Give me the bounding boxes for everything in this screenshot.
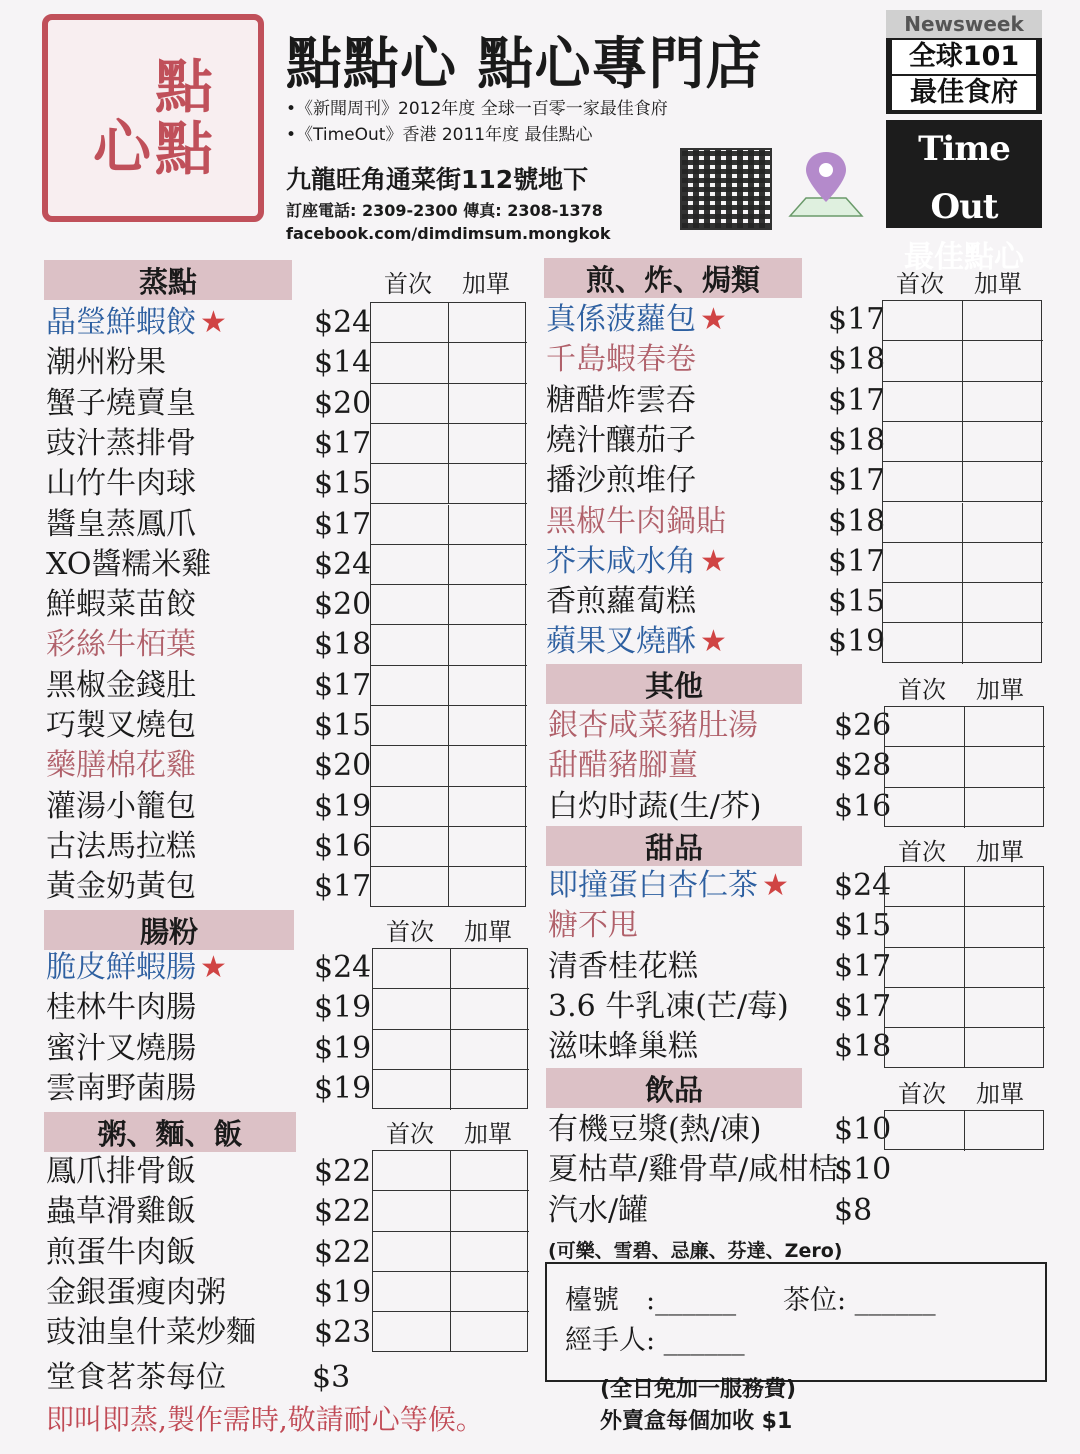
menu-item-price: $18 bbox=[828, 342, 886, 378]
fried-order-grid bbox=[882, 300, 1042, 663]
first-order-cell[interactable] bbox=[371, 303, 449, 343]
first-order-cell[interactable] bbox=[371, 384, 449, 424]
timeout-badge: Time Out 最佳點心 bbox=[886, 120, 1042, 228]
menu-item-name: XO醬糯米雞 bbox=[46, 546, 212, 582]
menu-item-name: 醬皇蒸鳳爪 bbox=[46, 506, 196, 542]
add-order-label: 加單 bbox=[976, 838, 1024, 866]
menu-item-name: 黃金奶黃包 bbox=[46, 869, 196, 905]
menu-item-name: 古法馬拉糕 bbox=[46, 828, 196, 864]
menu-item-price: $20 bbox=[314, 385, 372, 421]
first-order-cell[interactable] bbox=[885, 948, 965, 988]
menu-item-price: $16 bbox=[314, 828, 372, 864]
menu-item-name: 潮州粉果 bbox=[46, 345, 166, 381]
menu-item-name: 山竹牛肉球 bbox=[46, 466, 196, 502]
qr-code-icon[interactable] bbox=[680, 148, 772, 230]
menu-item-price: $17 bbox=[834, 948, 892, 984]
add-order-cell[interactable] bbox=[963, 543, 1043, 583]
others-order-grid bbox=[884, 706, 1044, 827]
menu-item-price: $18 bbox=[828, 503, 886, 539]
menu-item-name: 有機豆漿(熱/凍) bbox=[548, 1112, 762, 1147]
menu-item bbox=[548, 906, 638, 946]
first-order-cell[interactable] bbox=[371, 666, 449, 706]
add-order-cell[interactable] bbox=[449, 343, 527, 383]
first-order-cell[interactable] bbox=[885, 707, 965, 747]
menu-item bbox=[548, 1150, 838, 1190]
menu-item-price: $24 bbox=[314, 950, 372, 985]
section-others: 其他 bbox=[546, 664, 802, 704]
star-icon: ★ bbox=[700, 624, 727, 660]
add-order-cell[interactable] bbox=[451, 1312, 529, 1352]
add-order-cell[interactable] bbox=[965, 867, 1045, 907]
add-order-cell[interactable] bbox=[449, 424, 527, 464]
facebook-link[interactable]: facebook.com/dimdimsum.mongkok bbox=[286, 224, 611, 243]
menu-item-name: 糖醋炸雲吞 bbox=[546, 382, 696, 418]
made-to-order-note: 即叫即蒸,製作需時,敬請耐心等候。 bbox=[46, 1403, 484, 1436]
menu-item bbox=[546, 582, 696, 622]
add-order-cell[interactable] bbox=[449, 666, 527, 706]
menu-item bbox=[546, 340, 696, 380]
menu-item bbox=[546, 421, 696, 461]
first-order-cell[interactable] bbox=[373, 989, 451, 1029]
menu-item bbox=[46, 585, 196, 625]
menu-item-name: 豉汁蒸排骨 bbox=[46, 425, 196, 461]
first-order-cell[interactable] bbox=[885, 747, 965, 787]
add-order-cell[interactable] bbox=[449, 464, 527, 504]
menu-item bbox=[46, 867, 196, 907]
menu-item-price: $19 bbox=[314, 1030, 372, 1066]
menu-item bbox=[548, 706, 758, 746]
first-order-cell[interactable] bbox=[373, 1151, 451, 1191]
menu-item-price: $28 bbox=[834, 748, 892, 784]
menu-item bbox=[46, 787, 196, 827]
first-order-cell[interactable] bbox=[883, 462, 963, 502]
menu-item-price: $15 bbox=[834, 908, 892, 944]
menu-item bbox=[46, 706, 196, 746]
add-order-label: 加單 bbox=[976, 676, 1024, 704]
menu-item-price: $20 bbox=[314, 748, 372, 784]
first-order-cell[interactable] bbox=[885, 988, 965, 1028]
first-order-label: 首次 bbox=[896, 270, 944, 298]
add-order-cell[interactable] bbox=[963, 301, 1043, 341]
section-congee-noodles-rice: 粥、麵、飯 bbox=[44, 1112, 296, 1152]
others-column-headers bbox=[898, 670, 1024, 705]
star-icon: ★ bbox=[700, 543, 727, 579]
add-order-cell[interactable] bbox=[449, 545, 527, 585]
first-order-cell[interactable] bbox=[371, 343, 449, 383]
newsweek-badge: Newsweek 全球101 最佳食府 bbox=[886, 10, 1042, 114]
menu-item-name: 清香桂花糕 bbox=[548, 948, 698, 984]
add-order-label: 加單 bbox=[462, 270, 510, 298]
menu-item-name: 滋味蜂巢糕 bbox=[548, 1029, 698, 1065]
menu-item bbox=[46, 1313, 256, 1353]
section-fried-baked: 煎、炸、焗類 bbox=[544, 258, 802, 298]
add-order-cell[interactable] bbox=[451, 1191, 529, 1231]
add-order-cell[interactable] bbox=[451, 1272, 529, 1312]
menu-item bbox=[46, 1152, 196, 1192]
add-order-cell[interactable] bbox=[449, 625, 527, 665]
add-order-cell[interactable] bbox=[449, 867, 527, 907]
first-order-cell[interactable] bbox=[373, 1272, 451, 1312]
menu-item-name: 雲南野菌腸 bbox=[46, 1070, 196, 1106]
menu-item-price: $19 bbox=[314, 1070, 372, 1106]
menu-item-price: $22 bbox=[314, 1234, 372, 1270]
menu-item bbox=[548, 947, 698, 987]
add-order-label: 加單 bbox=[464, 918, 512, 946]
menu-item-price: $19 bbox=[314, 788, 372, 824]
first-order-cell[interactable] bbox=[371, 625, 449, 665]
add-order-cell[interactable] bbox=[965, 948, 1045, 988]
menu-item bbox=[46, 625, 196, 665]
menu-item-name: 3.6 牛乳凍(芒/莓) bbox=[548, 988, 789, 1024]
menu-item-price: $22 bbox=[314, 1154, 372, 1189]
add-order-cell[interactable] bbox=[965, 988, 1045, 1028]
menu-item-price: $23 bbox=[314, 1315, 372, 1351]
first-order-label: 首次 bbox=[898, 1080, 946, 1108]
menu-item-name: 夏枯草/雞骨草/咸柑桔 bbox=[548, 1152, 839, 1188]
first-order-cell[interactable] bbox=[885, 1028, 965, 1068]
menu-item-name: 糖不甩 bbox=[548, 908, 638, 944]
takeaway-box-note: 外賣盒每個加收 $1 bbox=[600, 1409, 793, 1434]
menu-item-name: 晶瑩鮮蝦餃 bbox=[46, 305, 196, 340]
menu-item bbox=[548, 1027, 698, 1067]
menu-item bbox=[46, 505, 196, 545]
first-order-cell[interactable] bbox=[371, 545, 449, 585]
rice-rolls-column-headers bbox=[386, 912, 512, 947]
menu-item-price: $17 bbox=[314, 506, 372, 542]
menu-item bbox=[46, 1029, 196, 1069]
first-order-cell[interactable] bbox=[883, 583, 963, 623]
menu-item-price: $26 bbox=[834, 708, 892, 743]
menu-item-name: 千島蝦春卷 bbox=[546, 342, 696, 378]
first-order-cell[interactable] bbox=[883, 341, 963, 381]
menu-item-name: 即撞蛋白杏仁茶 bbox=[548, 868, 758, 903]
menu-item bbox=[46, 666, 196, 706]
service-charge-note: (全日免加一服務費) bbox=[600, 1377, 797, 1402]
menu-item-name: 黑椒牛肉鍋貼 bbox=[546, 503, 726, 539]
add-order-cell[interactable] bbox=[449, 384, 527, 424]
menu-item-price: $22 bbox=[314, 1194, 372, 1230]
menu-item bbox=[548, 866, 789, 906]
add-order-cell[interactable] bbox=[451, 1151, 529, 1191]
menu-item-price: $18 bbox=[834, 1029, 892, 1065]
menu-item-price: $19 bbox=[828, 624, 886, 660]
add-order-label: 加單 bbox=[464, 1120, 512, 1148]
first-order-cell[interactable] bbox=[883, 382, 963, 422]
dessert-column-headers bbox=[898, 832, 1024, 867]
menu-item-price: $16 bbox=[834, 788, 892, 824]
table-number-field[interactable]: 檯號 :______ bbox=[565, 1285, 737, 1316]
first-order-cell[interactable] bbox=[371, 867, 449, 907]
menu-item bbox=[548, 787, 762, 827]
add-order-label: 加單 bbox=[976, 1080, 1024, 1108]
menu-item-name: 甜醋豬腳薑 bbox=[548, 748, 698, 784]
add-order-cell[interactable] bbox=[963, 583, 1043, 623]
menu-item-name: 銀杏咸菜豬肚湯 bbox=[548, 708, 758, 743]
add-order-cell[interactable] bbox=[965, 907, 1045, 947]
menu-item bbox=[46, 1273, 226, 1313]
add-order-cell[interactable] bbox=[449, 787, 527, 827]
first-order-cell[interactable] bbox=[373, 1030, 451, 1070]
menu-item-name: 灌湯小籠包 bbox=[46, 788, 196, 824]
menu-item bbox=[46, 424, 196, 464]
add-order-cell[interactable] bbox=[449, 303, 527, 343]
phone-fax: 訂座電話: 2309-2300 傳真: 2308-1378 bbox=[286, 201, 603, 220]
menu-item-name: 蟲草滑雞飯 bbox=[46, 1194, 196, 1230]
first-order-cell[interactable] bbox=[885, 867, 965, 907]
menu-item-price: $24 bbox=[314, 305, 372, 340]
add-order-cell[interactable] bbox=[965, 707, 1045, 747]
first-order-cell[interactable] bbox=[883, 503, 963, 543]
first-order-cell[interactable] bbox=[371, 585, 449, 625]
menu-item-price: $17 bbox=[828, 382, 886, 418]
add-order-cell[interactable] bbox=[449, 746, 527, 786]
add-order-cell[interactable] bbox=[451, 1232, 529, 1272]
menu-item-price: $17 bbox=[834, 988, 892, 1024]
add-order-cell[interactable] bbox=[963, 623, 1043, 663]
menu-item-name: 播沙煎堆仔 bbox=[546, 463, 696, 499]
first-order-cell[interactable] bbox=[885, 788, 965, 828]
menu-item-name: 脆皮鮮蝦腸 bbox=[46, 950, 196, 985]
add-order-cell[interactable] bbox=[963, 503, 1043, 543]
menu-item-name: 煎蛋牛肉飯 bbox=[46, 1234, 196, 1270]
tea-seat-field[interactable]: 茶位: ______ bbox=[783, 1285, 936, 1316]
menu-item-price: $17 bbox=[828, 543, 886, 579]
menu-item-name: 汽水/罐 bbox=[548, 1192, 649, 1228]
menu-item-name: 豉油皇什菜炒麵 bbox=[46, 1315, 256, 1351]
add-order-cell[interactable] bbox=[965, 747, 1045, 787]
menu-item-price: $17 bbox=[828, 302, 886, 337]
first-order-cell[interactable] bbox=[885, 1111, 965, 1151]
first-order-cell[interactable] bbox=[883, 422, 963, 462]
award-newsweek: •《新聞周刊》2012年度 全球一百零一家最佳食府 bbox=[286, 99, 668, 119]
menu-item bbox=[546, 502, 726, 542]
drinks-column-headers bbox=[898, 1074, 1024, 1109]
fried-column-headers bbox=[896, 264, 1022, 299]
address: 九龍旺角通菜街112號地下 bbox=[286, 165, 589, 194]
menu-item bbox=[46, 1233, 196, 1273]
menu-item bbox=[548, 746, 698, 786]
first-order-label: 首次 bbox=[386, 1120, 434, 1148]
first-order-label: 首次 bbox=[384, 270, 432, 298]
menu-item bbox=[546, 622, 727, 662]
menu-item-name: 鮮蝦菜苗餃 bbox=[46, 587, 196, 623]
menu-item-price: $24 bbox=[314, 546, 372, 582]
menu-item bbox=[46, 343, 166, 383]
add-order-label: 加單 bbox=[974, 270, 1022, 298]
tea-charge-price: $3 bbox=[312, 1360, 351, 1395]
menu-item bbox=[46, 948, 227, 988]
menu-item-name: 白灼时蔬(生/芥) bbox=[548, 788, 762, 824]
first-order-cell[interactable] bbox=[883, 301, 963, 341]
first-order-cell[interactable] bbox=[371, 746, 449, 786]
first-order-cell[interactable] bbox=[371, 464, 449, 504]
steamed-order-grid bbox=[370, 302, 526, 907]
section-rice-rolls: 腸粉 bbox=[44, 910, 294, 950]
menu-item bbox=[46, 827, 196, 867]
first-order-cell[interactable] bbox=[371, 827, 449, 867]
add-order-cell[interactable] bbox=[449, 505, 527, 545]
add-order-cell[interactable] bbox=[965, 1028, 1045, 1068]
menu-item bbox=[546, 542, 727, 582]
menu-item bbox=[548, 1110, 762, 1150]
add-order-cell[interactable] bbox=[449, 585, 527, 625]
first-order-cell[interactable] bbox=[373, 949, 451, 989]
menu-item bbox=[46, 545, 211, 585]
section-dessert: 甜品 bbox=[546, 826, 802, 866]
first-order-cell[interactable] bbox=[371, 787, 449, 827]
add-order-cell[interactable] bbox=[449, 827, 527, 867]
menu-item bbox=[46, 303, 227, 343]
menu-item-price: $14 bbox=[314, 345, 372, 381]
first-order-cell[interactable] bbox=[883, 623, 963, 663]
menu-item-price: $19 bbox=[314, 1274, 372, 1310]
menu-item-name: 蜜汁叉燒腸 bbox=[46, 1030, 196, 1066]
handler-field[interactable]: 經手人: ______ bbox=[565, 1325, 745, 1356]
menu-item-price: $17 bbox=[314, 425, 372, 461]
add-order-cell[interactable] bbox=[965, 1111, 1045, 1151]
drinks-order-grid bbox=[884, 1110, 1044, 1150]
restaurant-seal-logo: 點 點 心 bbox=[42, 14, 264, 222]
star-icon: ★ bbox=[762, 868, 789, 903]
add-order-cell[interactable] bbox=[963, 341, 1043, 381]
first-order-cell[interactable] bbox=[371, 505, 449, 545]
add-order-cell[interactable] bbox=[451, 949, 529, 989]
first-order-cell[interactable] bbox=[373, 1070, 451, 1110]
star-icon: ★ bbox=[200, 305, 227, 340]
star-icon: ★ bbox=[700, 302, 727, 337]
menu-item-name: 桂林牛肉腸 bbox=[46, 990, 196, 1026]
menu-item bbox=[546, 300, 727, 340]
menu-item bbox=[46, 988, 196, 1028]
menu-item bbox=[46, 1069, 196, 1109]
menu-item-price: $17 bbox=[828, 463, 886, 499]
congee-order-grid bbox=[372, 1150, 528, 1352]
add-order-cell[interactable] bbox=[451, 989, 529, 1029]
menu-item-name: 黑椒金錢肚 bbox=[46, 667, 196, 703]
menu-item-name: 藥膳棉花雞 bbox=[46, 748, 196, 784]
first-order-cell[interactable] bbox=[371, 706, 449, 746]
menu-item bbox=[46, 1192, 196, 1232]
menu-item bbox=[548, 987, 789, 1027]
add-order-cell[interactable] bbox=[449, 706, 527, 746]
menu-item-price: $20 bbox=[314, 587, 372, 623]
menu-item-price: $19 bbox=[314, 990, 372, 1026]
rice-rolls-order-grid bbox=[372, 948, 528, 1109]
first-order-label: 首次 bbox=[898, 676, 946, 704]
menu-item-price: $15 bbox=[314, 466, 372, 502]
menu-item bbox=[46, 464, 196, 504]
restaurant-title: 點點心 點心專門店 bbox=[286, 31, 763, 97]
add-order-cell[interactable] bbox=[451, 1030, 529, 1070]
menu-item-price: $18 bbox=[314, 627, 372, 663]
add-order-cell[interactable] bbox=[965, 788, 1045, 828]
menu-item bbox=[546, 381, 696, 421]
tea-charge: 堂食茗茶每位 bbox=[46, 1360, 226, 1395]
menu-item-price: $15 bbox=[314, 708, 372, 743]
first-order-cell[interactable] bbox=[885, 907, 965, 947]
map-pin-icon[interactable] bbox=[786, 146, 866, 226]
menu-item-price: $17 bbox=[314, 667, 372, 703]
menu-item-price: $17 bbox=[314, 869, 372, 905]
menu-item-price: $10 bbox=[834, 1112, 892, 1147]
menu-item-name: 香煎蘿蔔糕 bbox=[546, 584, 696, 620]
steamed-column-headers bbox=[384, 264, 510, 299]
section-steamed: 蒸點 bbox=[44, 260, 292, 300]
menu-item bbox=[548, 1191, 648, 1231]
star-icon: ★ bbox=[200, 950, 227, 985]
menu-item bbox=[46, 384, 196, 424]
award-timeout: •《TimeOut》香港 2011年度 最佳點心 bbox=[286, 125, 593, 145]
menu-item-name: 蘋果叉燒酥 bbox=[546, 624, 696, 660]
first-order-cell[interactable] bbox=[373, 1232, 451, 1272]
first-order-cell[interactable] bbox=[373, 1191, 451, 1231]
add-order-cell[interactable] bbox=[963, 382, 1043, 422]
first-order-label: 首次 bbox=[386, 918, 434, 946]
menu-item-price: $15 bbox=[828, 584, 886, 620]
first-order-label: 首次 bbox=[898, 838, 946, 866]
dessert-order-grid bbox=[884, 866, 1044, 1068]
add-order-cell[interactable] bbox=[963, 462, 1043, 502]
menu-item-name: 真係菠蘿包 bbox=[546, 302, 696, 337]
add-order-cell[interactable] bbox=[963, 422, 1043, 462]
menu-item-name: 鳳爪排骨飯 bbox=[46, 1154, 196, 1189]
order-info-box bbox=[545, 1262, 1047, 1382]
add-order-cell[interactable] bbox=[451, 1070, 529, 1110]
menu-item-price: $24 bbox=[834, 868, 892, 903]
menu-item-price: $10 bbox=[834, 1152, 892, 1188]
section-drinks: 飲品 bbox=[546, 1068, 802, 1108]
menu-item-name: 巧製叉燒包 bbox=[46, 708, 196, 743]
menu-item bbox=[546, 461, 696, 501]
menu-item-name: 彩絲牛栢葉 bbox=[46, 627, 196, 663]
menu-item-price: $18 bbox=[828, 422, 886, 458]
menu-item bbox=[46, 746, 196, 786]
menu-item-name: 金銀蛋瘦肉粥 bbox=[46, 1274, 226, 1310]
menu-item-price: $8 bbox=[834, 1192, 873, 1228]
first-order-cell[interactable] bbox=[371, 424, 449, 464]
soda-options-note: (可樂、雪碧、忌廉、芬達、Zero) bbox=[548, 1240, 843, 1262]
menu-item-name: 燒汁釀茄子 bbox=[546, 422, 696, 458]
menu-item-name: 芥末咸水角 bbox=[546, 543, 696, 579]
first-order-cell[interactable] bbox=[883, 543, 963, 583]
menu-item-name: 蟹子燒賣皇 bbox=[46, 385, 196, 421]
first-order-cell[interactable] bbox=[373, 1312, 451, 1352]
congee-column-headers bbox=[386, 1114, 512, 1149]
